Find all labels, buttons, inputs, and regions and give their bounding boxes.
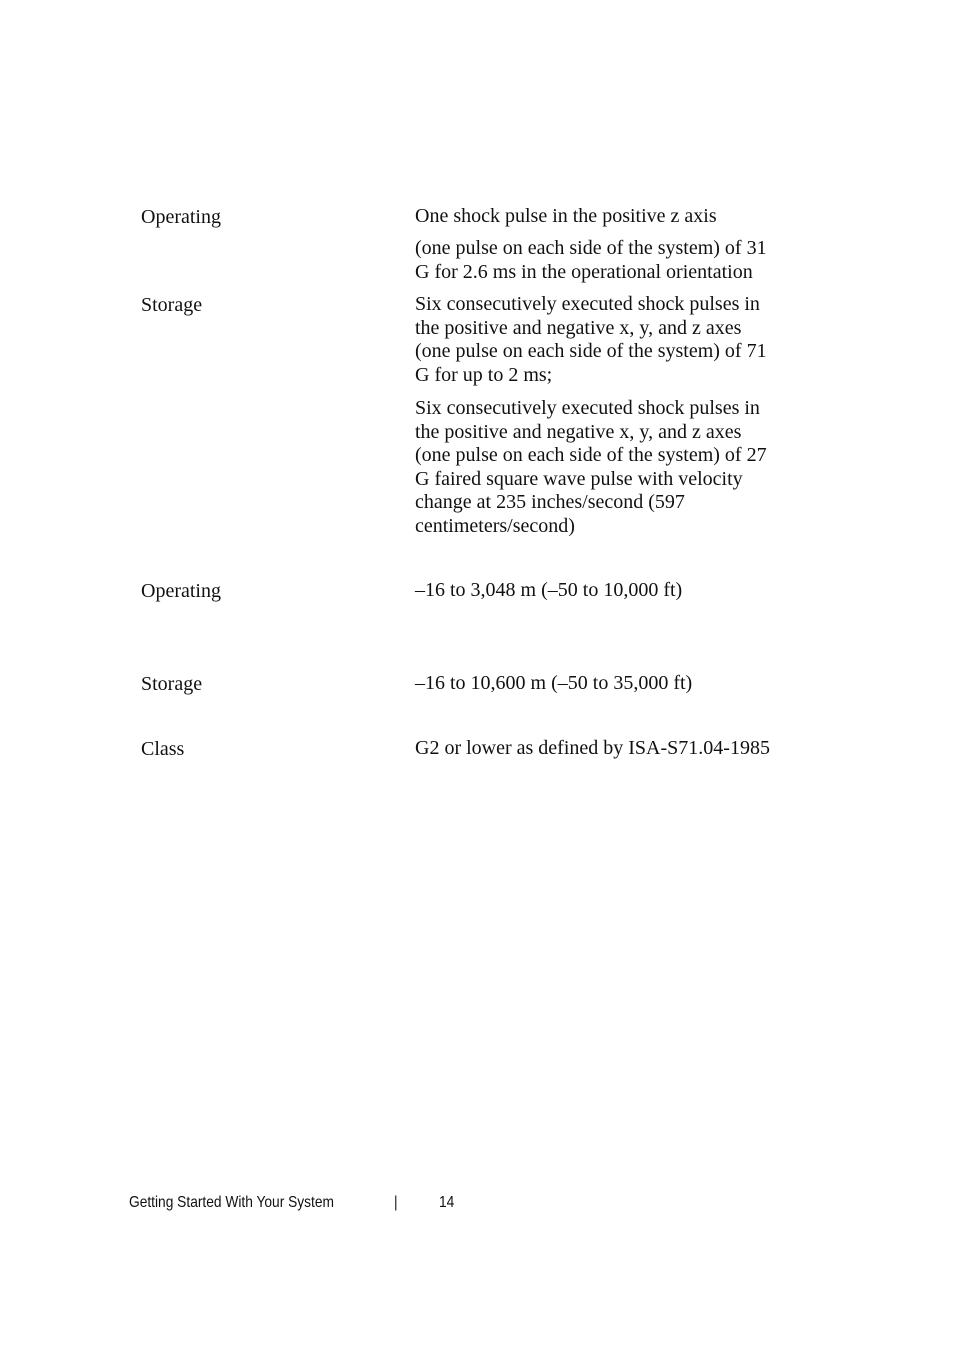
- shock-storage-line: (one pulse on each side of the system) of 71: [415, 340, 767, 362]
- altitude-storage-label: Storage: [141, 673, 203, 695]
- shock-storage-line: Six consecutively executed shock pulses in: [415, 397, 760, 419]
- shock-storage-line: the positive and negative x, y, and z axes: [415, 420, 742, 443]
- shock-operating-value: [415, 205, 835, 229]
- footer-title: Getting Started With Your System: [129, 1194, 334, 1211]
- contaminant-class-value: [415, 737, 835, 761]
- shock-operating-label: Operating: [141, 206, 221, 228]
- shock-storage-value-1: [415, 293, 835, 387]
- altitude-operating-label: Operating: [141, 580, 221, 602]
- shock-operating-detail: [415, 237, 835, 284]
- shock-storage-line: centimeters/second): [415, 514, 575, 537]
- altitude-storage-value: [415, 672, 835, 696]
- shock-operating-line: (one pulse on each side of the system) of 31: [415, 237, 767, 259]
- contaminant-class-line: G2 or lower as defined by ISA-S71.04-1985: [415, 737, 770, 759]
- page-number: 14: [439, 1194, 455, 1211]
- shock-storage-line: the positive and negative x, y, and z axes: [415, 316, 742, 339]
- shock-storage-label: Storage: [141, 294, 203, 316]
- shock-storage-line: Six consecutively executed shock pulses in: [415, 293, 760, 315]
- altitude-operating-value: [415, 579, 835, 603]
- shock-storage-value-2: [415, 397, 835, 538]
- shock-operating-line: One shock pulse in the positive z axis: [415, 205, 717, 227]
- footer-separator: |: [394, 1194, 398, 1211]
- shock-operating-line: G for 2.6 ms in the operational orientation: [415, 260, 753, 283]
- shock-storage-line: (one pulse on each side of the system) of 27: [415, 444, 767, 466]
- shock-storage-line: G for up to 2 ms;: [415, 363, 553, 386]
- shock-storage-line: change at 235 inches/second (597: [415, 491, 685, 513]
- contaminant-class-label: Class: [141, 738, 185, 760]
- shock-storage-line: G faired square wave pulse with velocity: [415, 467, 743, 490]
- altitude-storage-line: –16 to 10,600 m (–50 to 35,000 ft): [415, 672, 693, 694]
- altitude-operating-line: –16 to 3,048 m (–50 to 10,000 ft): [415, 579, 683, 601]
